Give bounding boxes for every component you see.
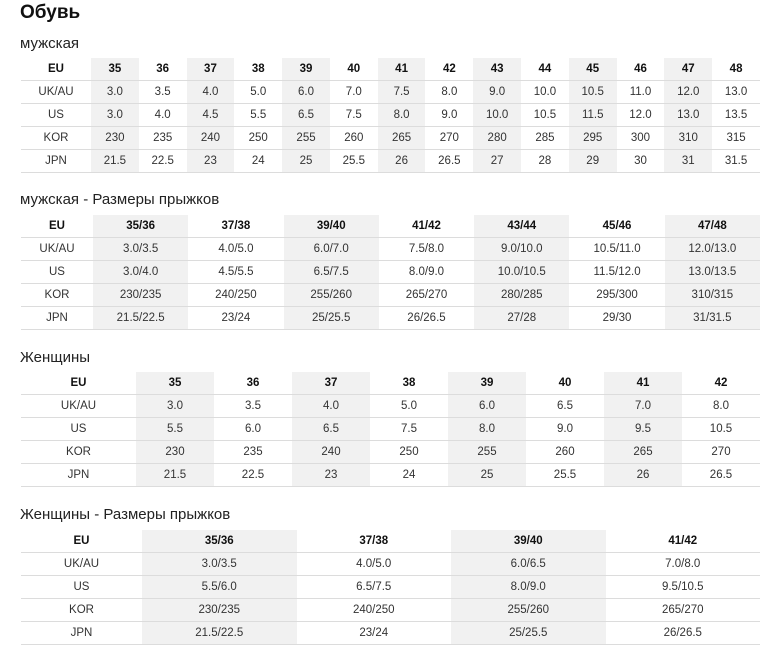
- table-cell: 11.0: [617, 81, 665, 104]
- table-cell: 10.5: [569, 81, 617, 104]
- table-cell: 26/26.5: [606, 622, 761, 645]
- row-label-cell: JPN: [21, 622, 142, 645]
- table-cell: 6.0: [448, 395, 526, 418]
- table-cell: 10.0: [521, 81, 569, 104]
- table-cell: 8.0/9.0: [451, 576, 606, 599]
- table-row: [21, 307, 760, 330]
- table-row: [21, 81, 760, 104]
- table-header-row: [21, 530, 760, 553]
- table-cell: 8.0: [682, 395, 760, 418]
- table-cell: 3.0: [91, 104, 139, 127]
- table-cell: 250: [234, 127, 282, 150]
- header-cell: 47: [664, 58, 712, 81]
- table-cell: 22.5: [214, 464, 292, 487]
- table-cell: 21.5: [91, 150, 139, 173]
- table-cell: 22.5: [139, 150, 187, 173]
- table-cell: 9.0: [526, 418, 604, 441]
- table-cell: 11.5/12.0: [569, 261, 664, 284]
- header-cell: 42: [425, 58, 473, 81]
- table-cell: 8.0: [448, 418, 526, 441]
- table-row: [21, 284, 760, 307]
- header-cell: 39/40: [284, 215, 379, 238]
- table-cell: 3.0: [136, 395, 214, 418]
- table-row: [21, 104, 760, 127]
- section-title-women: Женщины: [20, 349, 91, 366]
- table-cell: 3.5: [139, 81, 187, 104]
- header-cell: 36: [214, 372, 292, 395]
- table-row: [21, 553, 760, 576]
- table-cell: 24: [234, 150, 282, 173]
- header-cell: 37/38: [297, 530, 452, 553]
- table-header-row: [21, 58, 760, 81]
- header-cell: 47/48: [665, 215, 760, 238]
- header-cell: 39/40: [451, 530, 606, 553]
- table-cell: 3.5: [214, 395, 292, 418]
- table-cell: 10.5: [521, 104, 569, 127]
- header-cell: 35: [136, 372, 214, 395]
- table-cell: 26: [604, 464, 682, 487]
- table-cell: 240/250: [188, 284, 283, 307]
- header-label-cell: EU: [21, 372, 136, 395]
- header-cell: 41: [604, 372, 682, 395]
- table-cell: 230/235: [93, 284, 188, 307]
- table-cell: 6.0: [282, 81, 330, 104]
- table-cell: 260: [526, 441, 604, 464]
- row-label-cell: US: [21, 418, 136, 441]
- table-cell: 285: [521, 127, 569, 150]
- table-row: [21, 238, 760, 261]
- table-cell: 7.0: [330, 81, 378, 104]
- table-cell: 29: [569, 150, 617, 173]
- table-cell: 25/25.5: [451, 622, 606, 645]
- table-cell: 280/285: [474, 284, 569, 307]
- table-cell: 6.0/6.5: [451, 553, 606, 576]
- header-cell: 41/42: [606, 530, 761, 553]
- table-cell: 4.5/5.5: [188, 261, 283, 284]
- table-cell: 9.0/10.0: [474, 238, 569, 261]
- section-title-men: мужская: [20, 35, 80, 52]
- table-cell: 25.5: [330, 150, 378, 173]
- table-cell: 21.5/22.5: [142, 622, 297, 645]
- table-header-row: [21, 215, 760, 238]
- header-label-cell: EU: [21, 58, 91, 81]
- table-cell: 21.5: [136, 464, 214, 487]
- table-cell: 300: [617, 127, 665, 150]
- header-cell: 45: [569, 58, 617, 81]
- table-cell: 28: [521, 150, 569, 173]
- header-cell: 37: [187, 58, 235, 81]
- table-cell: 23/24: [188, 307, 283, 330]
- section-title-men-half: мужская - Размеры прыжков: [20, 191, 220, 208]
- header-cell: 40: [330, 58, 378, 81]
- table-cell: 240/250: [297, 599, 452, 622]
- size-table-women-half: [21, 530, 760, 645]
- table-row: [21, 464, 760, 487]
- table-cell: 12.0: [617, 104, 665, 127]
- table-cell: 270: [425, 127, 473, 150]
- table-row: [21, 127, 760, 150]
- table-cell: 25: [448, 464, 526, 487]
- table-cell: 31.5: [712, 150, 760, 173]
- table-cell: 12.0/13.0: [665, 238, 760, 261]
- table-cell: 240: [292, 441, 370, 464]
- table-cell: 6.5: [282, 104, 330, 127]
- table-cell: 5.5/6.0: [142, 576, 297, 599]
- table-cell: 230: [136, 441, 214, 464]
- header-cell: 46: [617, 58, 665, 81]
- table-cell: 8.0: [425, 81, 473, 104]
- table-cell: 10.0: [473, 104, 521, 127]
- table-row: [21, 261, 760, 284]
- table-cell: 7.0: [604, 395, 682, 418]
- header-cell: 38: [234, 58, 282, 81]
- table-cell: 255/260: [451, 599, 606, 622]
- table-cell: 23: [187, 150, 235, 173]
- table-cell: 30: [617, 150, 665, 173]
- table-cell: 265/270: [379, 284, 474, 307]
- row-label-cell: KOR: [21, 127, 91, 150]
- row-label-cell: US: [21, 104, 91, 127]
- table-cell: 4.0: [187, 81, 235, 104]
- table-cell: 7.5: [378, 81, 426, 104]
- table-cell: 255: [282, 127, 330, 150]
- page-title: Обувь: [20, 2, 81, 23]
- header-cell: 35: [91, 58, 139, 81]
- table-cell: 4.0/5.0: [297, 553, 452, 576]
- table-cell: 7.0/8.0: [606, 553, 761, 576]
- table-cell: 230: [91, 127, 139, 150]
- table-row: [21, 441, 760, 464]
- table-cell: 9.0: [425, 104, 473, 127]
- header-cell: 37/38: [188, 215, 283, 238]
- table-cell: 265/270: [606, 599, 761, 622]
- header-cell: 42: [682, 372, 760, 395]
- table-row: [21, 576, 760, 599]
- table-cell: 315: [712, 127, 760, 150]
- table-cell: 12.0: [664, 81, 712, 104]
- table-cell: 23/24: [297, 622, 452, 645]
- table-cell: 8.0: [378, 104, 426, 127]
- table-cell: 5.5: [234, 104, 282, 127]
- table-cell: 21.5/22.5: [93, 307, 188, 330]
- header-cell: 43: [473, 58, 521, 81]
- header-cell: 35/36: [93, 215, 188, 238]
- header-cell: 39: [282, 58, 330, 81]
- table-cell: 24: [370, 464, 448, 487]
- table-cell: 280: [473, 127, 521, 150]
- table-cell: 23: [292, 464, 370, 487]
- table-cell: 13.0: [712, 81, 760, 104]
- table-cell: 240: [187, 127, 235, 150]
- row-label-cell: UK/AU: [21, 238, 93, 261]
- table-cell: 26.5: [682, 464, 760, 487]
- table-cell: 10.0/10.5: [474, 261, 569, 284]
- table-cell: 310/315: [665, 284, 760, 307]
- table-cell: 26.5: [425, 150, 473, 173]
- header-cell: 40: [526, 372, 604, 395]
- row-label-cell: KOR: [21, 441, 136, 464]
- table-cell: 5.5: [136, 418, 214, 441]
- row-label-cell: JPN: [21, 307, 93, 330]
- table-cell: 9.5/10.5: [606, 576, 761, 599]
- table-header-row: [21, 372, 760, 395]
- table-cell: 260: [330, 127, 378, 150]
- row-label-cell: UK/AU: [21, 553, 142, 576]
- table-cell: 13.0/13.5: [665, 261, 760, 284]
- table-cell: 31: [664, 150, 712, 173]
- size-table-women: [21, 372, 760, 487]
- header-cell: 48: [712, 58, 760, 81]
- table-cell: 270: [682, 441, 760, 464]
- table-cell: 27: [473, 150, 521, 173]
- table-cell: 230/235: [142, 599, 297, 622]
- table-cell: 7.5: [370, 418, 448, 441]
- table-cell: 29/30: [569, 307, 664, 330]
- row-label-cell: UK/AU: [21, 81, 91, 104]
- row-label-cell: UK/AU: [21, 395, 136, 418]
- size-table-men: [21, 58, 760, 173]
- table-cell: 295/300: [569, 284, 664, 307]
- table-cell: 3.0/3.5: [142, 553, 297, 576]
- table-row: [21, 599, 760, 622]
- table-cell: 25/25.5: [284, 307, 379, 330]
- table-cell: 6.5: [526, 395, 604, 418]
- header-cell: 36: [139, 58, 187, 81]
- row-label-cell: KOR: [21, 599, 142, 622]
- table-row: [21, 395, 760, 418]
- table-cell: 3.0/4.0: [93, 261, 188, 284]
- header-cell: 41/42: [379, 215, 474, 238]
- table-cell: 5.0: [370, 395, 448, 418]
- table-cell: 6.0/7.0: [284, 238, 379, 261]
- table-cell: 295: [569, 127, 617, 150]
- table-cell: 8.0/9.0: [379, 261, 474, 284]
- header-cell: 45/46: [569, 215, 664, 238]
- table-cell: 25.5: [526, 464, 604, 487]
- table-cell: 9.5: [604, 418, 682, 441]
- table-cell: 265: [604, 441, 682, 464]
- size-table-men-half: [21, 215, 760, 330]
- table-cell: 3.0: [91, 81, 139, 104]
- row-label-cell: JPN: [21, 150, 91, 173]
- table-cell: 250: [370, 441, 448, 464]
- header-label-cell: EU: [21, 215, 93, 238]
- table-cell: 6.5: [292, 418, 370, 441]
- table-row: [21, 150, 760, 173]
- header-cell: 43/44: [474, 215, 569, 238]
- section-title-women-half: Женщины - Размеры прыжков: [20, 506, 231, 523]
- table-cell: 310: [664, 127, 712, 150]
- table-cell: 31/31.5: [665, 307, 760, 330]
- table-row: [21, 418, 760, 441]
- table-cell: 6.5/7.5: [297, 576, 452, 599]
- table-cell: 25: [282, 150, 330, 173]
- header-cell: 39: [448, 372, 526, 395]
- header-cell: 35/36: [142, 530, 297, 553]
- header-cell: 37: [292, 372, 370, 395]
- header-cell: 38: [370, 372, 448, 395]
- header-cell: 44: [521, 58, 569, 81]
- table-cell: 10.5: [682, 418, 760, 441]
- table-cell: 26: [378, 150, 426, 173]
- table-cell: 4.0/5.0: [188, 238, 283, 261]
- table-cell: 6.0: [214, 418, 292, 441]
- table-cell: 235: [139, 127, 187, 150]
- table-cell: 27/28: [474, 307, 569, 330]
- table-row: [21, 622, 760, 645]
- header-label-cell: EU: [21, 530, 142, 553]
- header-cell: 41: [378, 58, 426, 81]
- row-label-cell: US: [21, 576, 142, 599]
- table-cell: 235: [214, 441, 292, 464]
- table-cell: 13.5: [712, 104, 760, 127]
- table-cell: 11.5: [569, 104, 617, 127]
- table-cell: 4.0: [139, 104, 187, 127]
- table-cell: 265: [378, 127, 426, 150]
- table-cell: 5.0: [234, 81, 282, 104]
- table-cell: 4.0: [292, 395, 370, 418]
- table-cell: 6.5/7.5: [284, 261, 379, 284]
- table-cell: 7.5: [330, 104, 378, 127]
- table-cell: 13.0: [664, 104, 712, 127]
- table-cell: 255: [448, 441, 526, 464]
- table-cell: 4.5: [187, 104, 235, 127]
- table-cell: 7.5/8.0: [379, 238, 474, 261]
- table-cell: 255/260: [284, 284, 379, 307]
- table-cell: 10.5/11.0: [569, 238, 664, 261]
- row-label-cell: JPN: [21, 464, 136, 487]
- table-cell: 3.0/3.5: [93, 238, 188, 261]
- row-label-cell: US: [21, 261, 93, 284]
- table-cell: 26/26.5: [379, 307, 474, 330]
- table-cell: 9.0: [473, 81, 521, 104]
- row-label-cell: KOR: [21, 284, 93, 307]
